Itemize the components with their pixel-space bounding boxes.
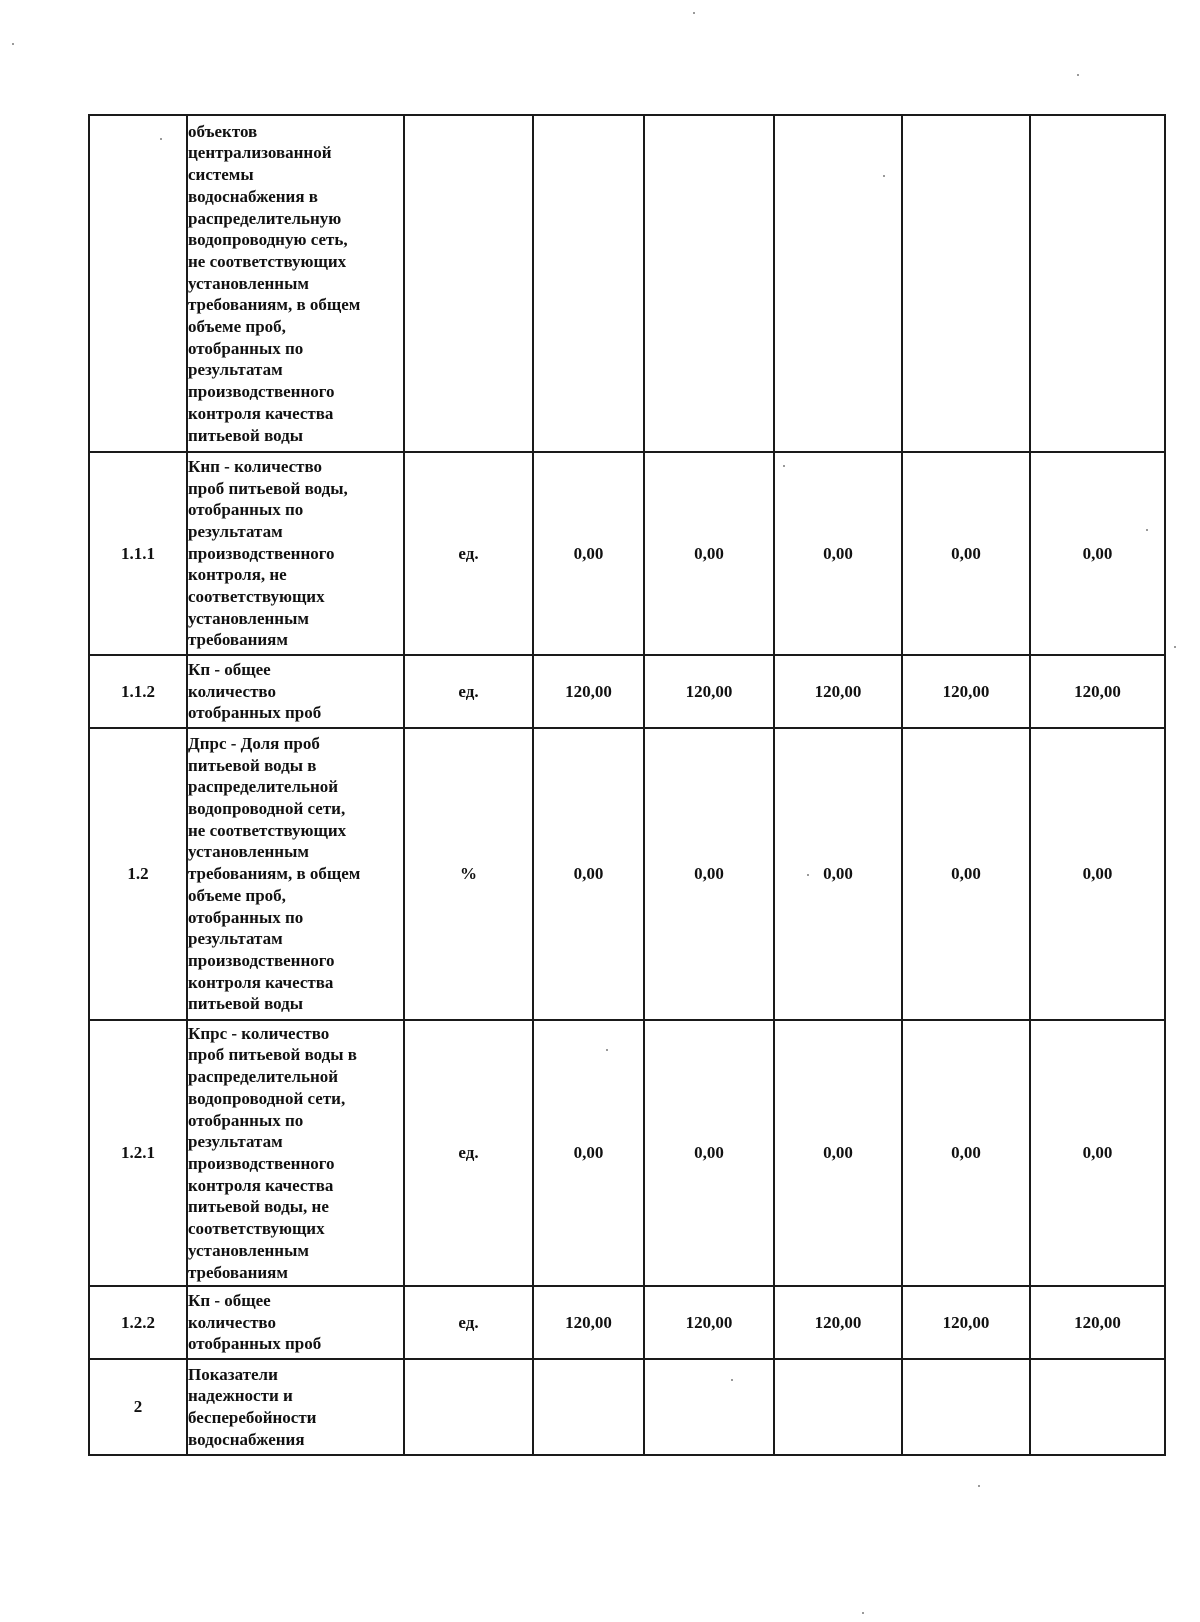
scan-speck <box>978 1485 980 1487</box>
value-cell: 0,00 <box>1030 1020 1165 1286</box>
value-cell <box>644 115 774 452</box>
value-cell: 0,00 <box>644 1020 774 1286</box>
value-cell: 120,00 <box>902 1286 1030 1359</box>
value-cell <box>902 115 1030 452</box>
value-cell <box>533 115 644 452</box>
row-number: 1.2 <box>89 728 187 1020</box>
value-cell: 120,00 <box>902 655 1030 728</box>
value-cell <box>1030 115 1165 452</box>
value-cell: 0,00 <box>533 1020 644 1286</box>
value-cell: 0,00 <box>1030 728 1165 1020</box>
value-cell: 0,00 <box>774 452 902 655</box>
scan-speck <box>883 175 885 177</box>
row-number: 1.2.1 <box>89 1020 187 1286</box>
value-cell: 120,00 <box>774 655 902 728</box>
scan-speck <box>160 138 162 140</box>
value-cell: 120,00 <box>1030 1286 1165 1359</box>
scan-speck <box>807 874 809 876</box>
row-number: 1.1.2 <box>89 655 187 728</box>
indicator-name: Кпрс - количество проб питьевой воды в распределительной водопроводной сети, отобранных по результатам производственного контроля качества питьевой воды, не соответствующих установленным требованиям <box>188 1023 357 1282</box>
table-row <box>89 1359 1165 1455</box>
value-cell: 0,00 <box>1030 452 1165 655</box>
row-number <box>89 115 187 452</box>
value-cell: 120,00 <box>774 1286 902 1359</box>
scan-speck <box>1174 646 1176 648</box>
value-cell: 0,00 <box>644 728 774 1020</box>
unit-cell <box>404 115 533 452</box>
scan-speck <box>1077 74 1079 76</box>
scan-speck <box>783 465 785 467</box>
row-number: 2 <box>89 1359 187 1455</box>
table-row <box>89 1286 1165 1359</box>
value-cell: 120,00 <box>533 1286 644 1359</box>
table-row <box>89 728 1165 1020</box>
table-row <box>89 452 1165 655</box>
value-cell: 120,00 <box>1030 655 1165 728</box>
scan-speck <box>731 1379 733 1381</box>
value-cell: 0,00 <box>902 452 1030 655</box>
value-cell <box>644 1359 774 1455</box>
indicator-name: Дпрс - Доля проб питьевой воды в распределительной водопроводной сети, не соответствующих установленным требованиям, в общем объеме проб, отобранных по результатам производственного контроля качества питьевой воды <box>188 733 361 1014</box>
value-cell: 120,00 <box>644 1286 774 1359</box>
indicators-table <box>88 114 1166 1456</box>
scan-speck <box>862 1612 864 1614</box>
unit-cell <box>404 1359 533 1455</box>
row-number: 1.1.1 <box>89 452 187 655</box>
unit-cell: ед. <box>404 1020 533 1286</box>
unit-cell: ед. <box>404 1286 533 1359</box>
value-cell <box>533 1359 644 1455</box>
value-cell: 0,00 <box>774 728 902 1020</box>
value-cell: 0,00 <box>902 728 1030 1020</box>
indicator-name: Кп - общее количество отобранных проб <box>188 1290 322 1354</box>
table-row <box>89 1020 1165 1286</box>
value-cell: 0,00 <box>533 728 644 1020</box>
indicator-name: Показатели надежности и бесперебойности водоснабжения <box>188 1364 317 1449</box>
indicator-name: Кп - общее количество отобранных проб <box>188 659 322 723</box>
value-cell: 120,00 <box>533 655 644 728</box>
value-cell: 0,00 <box>533 452 644 655</box>
scan-speck <box>693 12 695 14</box>
table-row <box>89 115 1165 452</box>
unit-cell: % <box>404 728 533 1020</box>
value-cell <box>1030 1359 1165 1455</box>
value-cell: 0,00 <box>902 1020 1030 1286</box>
value-cell: 120,00 <box>644 655 774 728</box>
row-number: 1.2.2 <box>89 1286 187 1359</box>
value-cell: 0,00 <box>644 452 774 655</box>
value-cell: 0,00 <box>774 1020 902 1286</box>
scan-speck <box>606 1049 608 1051</box>
value-cell <box>774 1359 902 1455</box>
unit-cell: ед. <box>404 452 533 655</box>
value-cell <box>774 115 902 452</box>
scan-speck <box>12 43 14 45</box>
table-row <box>89 655 1165 728</box>
value-cell <box>902 1359 1030 1455</box>
unit-cell: ед. <box>404 655 533 728</box>
scan-speck <box>1146 529 1148 531</box>
indicator-name: объектов централизованной системы водоснабжения в распределительную водопроводную сеть, не соответствующих установленным требованиям, в общем объеме проб, отобранных по результатам производственного контроля качества питьевой воды <box>188 121 361 445</box>
indicator-name: Кнп - количество проб питьевой воды, отобранных по результатам производственного контроля, не соответствующих установленным требованиям <box>188 456 348 650</box>
